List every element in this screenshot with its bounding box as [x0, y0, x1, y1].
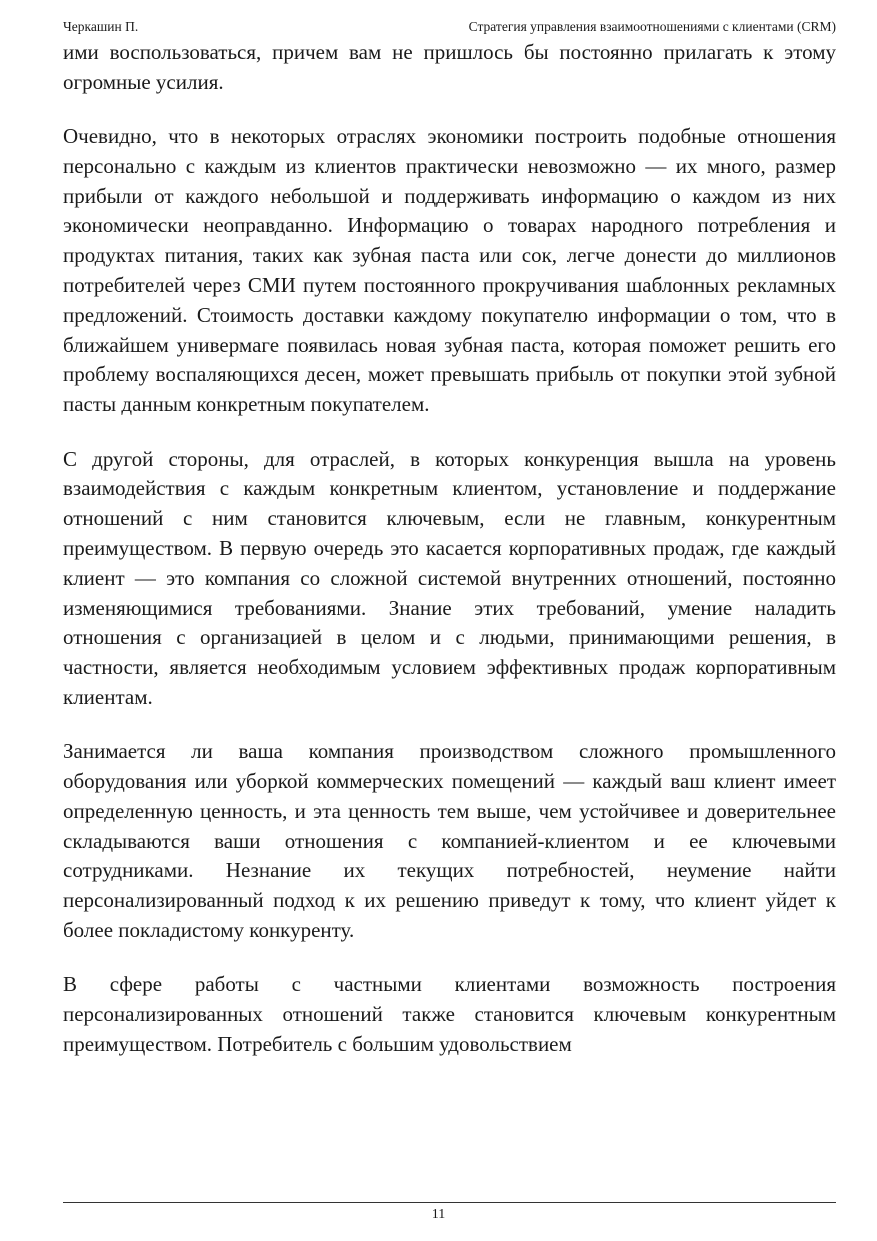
paragraph: Занимается ли ваша компания производством сложного промышленного оборудования или уборкой коммерческих помещений — каждый ваш клиент имеет определенную ценность, и эта ценность тем выше, чем устойчивее и доверительнее складываются ваши отношения с компанией-клиентом и ее ключевыми сотрудниками. Незнание их текущих потребностей, неумение найти персонализированный подход к их решению приведут к тому, что клиент уйдет к более покладистому конкуренту.	[63, 739, 836, 943]
paragraph: С другой стороны, для отраслей, в которых конкуренция вышла на уровень взаимодействия с каждым конкретным клиентом, установление и поддержание отношений с ним становится ключевым, если не главным, конкурентным преимуществом. В первую очередь это касается корпоративных продаж, где каждый клиент — это компания со сложной системой внутренних отношений, постоянно изменяющимися требованиями. Знание этих требований, умение наладить отношения с организацией в целом и с людьми, принимающими решения, в частности, является необходимым условием эффективных продаж корпоративным клиентам.	[63, 446, 836, 709]
paragraph: В сфере работы с частными клиентами возможность построения персонализированных отношений также становится ключевым конкурентным преимуществом. Потребитель с большим удовольствием	[63, 972, 836, 1056]
page-header	[63, 17, 836, 37]
page-body	[63, 38, 836, 1084]
header-title: Стратегия управления взаимоотношениями с клиентами (CRM)	[468, 19, 836, 34]
footer-divider	[63, 1202, 836, 1203]
paragraph: Очевидно, что в некоторых отраслях экономики построить подобные отношения персонально с каждым из клиентов практически невозможно — их много, размер прибыли от каждого небольшой и поддерживать информацию о каждом из них экономически неоправданно. Информацию о товарах народного потребления и продуктах питания, таких как зубная паста или сок, легче донести до миллионов потребителей через СМИ путем постоянного прокручивания шаблонных рекламных предложений. Стоимость доставки каждому покупателю информации о том, что в ближайшем универмаге появилась новая зубная паста, которая поможет решить его проблему воспаляющихся десен, может превышать прибыль от покупки этой зубной пасты данным конкретным покупателем.	[63, 124, 836, 417]
header-author: Черкашин П.	[63, 19, 139, 34]
paragraph-continued: ими воспользоваться, причем вам не пришлось бы постоянно прилагать к этому огромные усилия.	[63, 40, 836, 94]
page-number: 11	[431, 1207, 446, 1222]
